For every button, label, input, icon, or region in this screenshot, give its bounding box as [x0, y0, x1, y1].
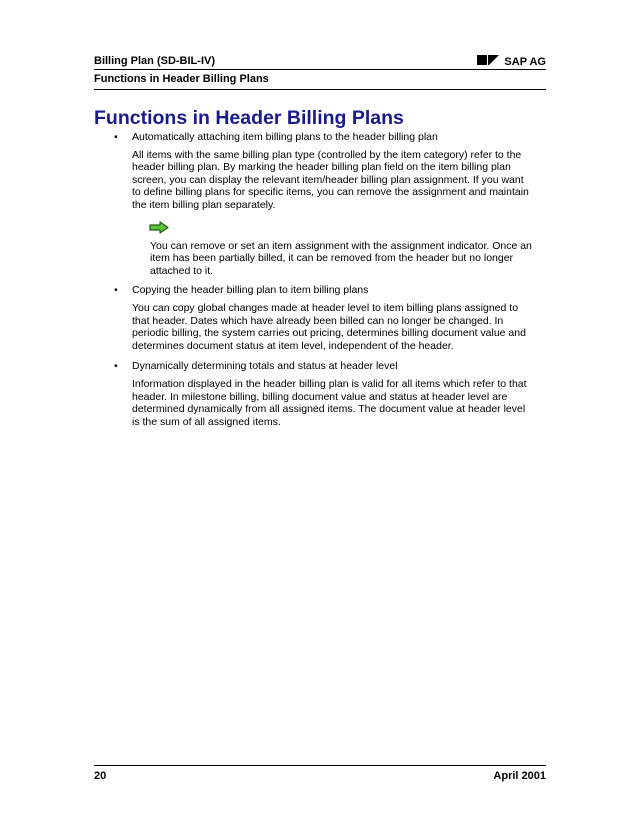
- bullet-text: Automatically attaching item billing plans to the header billing plan: [132, 131, 438, 143]
- page-number: 20: [94, 770, 107, 782]
- section-name: Functions in Header Billing Plans: [94, 73, 269, 85]
- bullet-text: Copying the header billing plan to item billing plans: [132, 284, 369, 297]
- note-paragraph: You can remove or set an item assignment with the assignment indicator. Once an item has been partially billed, it can be removed from the header but no longer attached to it.: [150, 239, 532, 277]
- page-header: [94, 55, 546, 69]
- content-body: [94, 131, 546, 434]
- list-item: [94, 360, 546, 373]
- paragraph: Information displayed in the header billing plan is valid for all items which refer to that header. In milestone billing, billing document value and status at header level are determined dynamically from all assigned items. The document value at header level is the sum of all assigned items.: [132, 377, 527, 428]
- paragraph: All items with the same billing plan type (controlled by the item category) refer to the header billing plan. By marking the header billing plan field on the item billing plan screen, you can display the relevant item/header billing plan assignment. If you want to define billing plans for specific items, you can remove the assignment and maintain the item billing plan separately.: [132, 148, 529, 211]
- publication-date: April 2001: [493, 770, 546, 782]
- company-block: [477, 55, 546, 68]
- page-footer: [94, 770, 546, 784]
- document-title: Billing Plan (SD-BIL-IV): [94, 55, 215, 67]
- sap-logo-icon: [477, 55, 499, 68]
- footer-rule: [94, 765, 546, 766]
- page-title: Functions in Header Billing Plans: [94, 107, 404, 129]
- bullet-marker: •: [114, 284, 118, 297]
- list-item: [94, 284, 546, 297]
- list-item: [94, 131, 546, 144]
- section-header: [94, 73, 546, 87]
- section-rule: [94, 89, 546, 90]
- bullet-marker: •: [114, 360, 118, 373]
- header-rule: [94, 69, 546, 70]
- bullet-marker: •: [114, 131, 118, 143]
- bullet-text: Dynamically determining totals and status at header level: [132, 360, 398, 373]
- paragraph: You can copy global changes made at header level to item billing plans assigned to that header. Dates which have already been billed can no longer be changed. In periodic billing, the system carries out pricing, determines billing document value and determines document status at item level, independent of the header.: [132, 301, 526, 352]
- note-arrow-icon: [149, 221, 169, 234]
- company-name: SAP AG: [504, 55, 546, 68]
